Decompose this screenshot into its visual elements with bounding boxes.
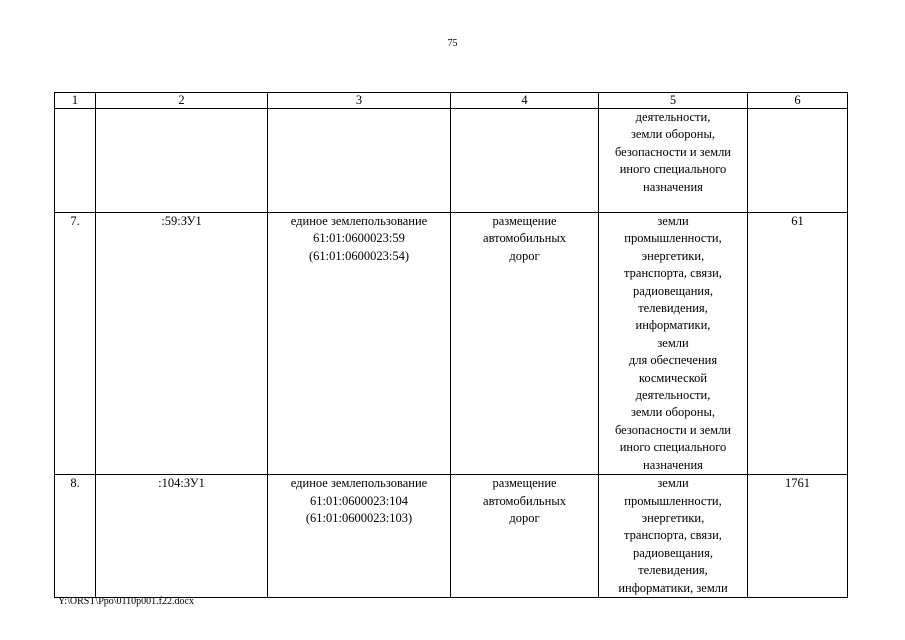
land-plots-table (54, 92, 848, 598)
purpose-cell: размещение автомобильных дорог (451, 475, 599, 598)
column-header: 4 (451, 93, 599, 109)
table-header-row (55, 93, 848, 109)
cadastral-number-cell (96, 109, 268, 213)
area-cell (748, 109, 848, 213)
row-number-cell: 8. (55, 475, 96, 598)
table-row (55, 213, 848, 475)
column-header: 3 (268, 93, 451, 109)
purpose-cell (451, 109, 599, 213)
plot-description-cell: единое землепользование 61:01:0600023:104 (61:01:0600023:103) (268, 475, 451, 598)
area-cell: 1761 (748, 475, 848, 598)
column-header: 5 (599, 93, 748, 109)
footer-file-path: Y:\ORST\Ppo\0110p001.f22.docx (58, 596, 194, 607)
land-category-cell: земли промышленности, энергетики, транспорта, связи, радиовещания, телевидения, информатики, земли (599, 475, 748, 598)
table-row (55, 475, 848, 598)
cadastral-number-cell: :59:ЗУ1 (96, 213, 268, 475)
column-header: 1 (55, 93, 96, 109)
row-number-cell: 7. (55, 213, 96, 475)
table-row (55, 109, 848, 213)
cadastral-number-cell: :104:ЗУ1 (96, 475, 268, 598)
area-cell: 61 (748, 213, 848, 475)
column-header: 6 (748, 93, 848, 109)
row-number-cell (55, 109, 96, 213)
column-header: 2 (96, 93, 268, 109)
plot-description-cell: единое землепользование 61:01:0600023:59 (61:01:0600023:54) (268, 213, 451, 475)
plot-description-cell (268, 109, 451, 213)
page-number: 75 (447, 38, 458, 49)
land-category-cell: деятельности, земли обороны, безопасности и земли иного специального назначения (599, 109, 748, 213)
land-category-cell: земли промышленности, энергетики, транспорта, связи, радиовещания, телевидения, информатики, земли для обеспечения космической деятельности, земли обороны, безопасности и земли иного специального назначения (599, 213, 748, 475)
purpose-cell: размещение автомобильных дорог (451, 213, 599, 475)
